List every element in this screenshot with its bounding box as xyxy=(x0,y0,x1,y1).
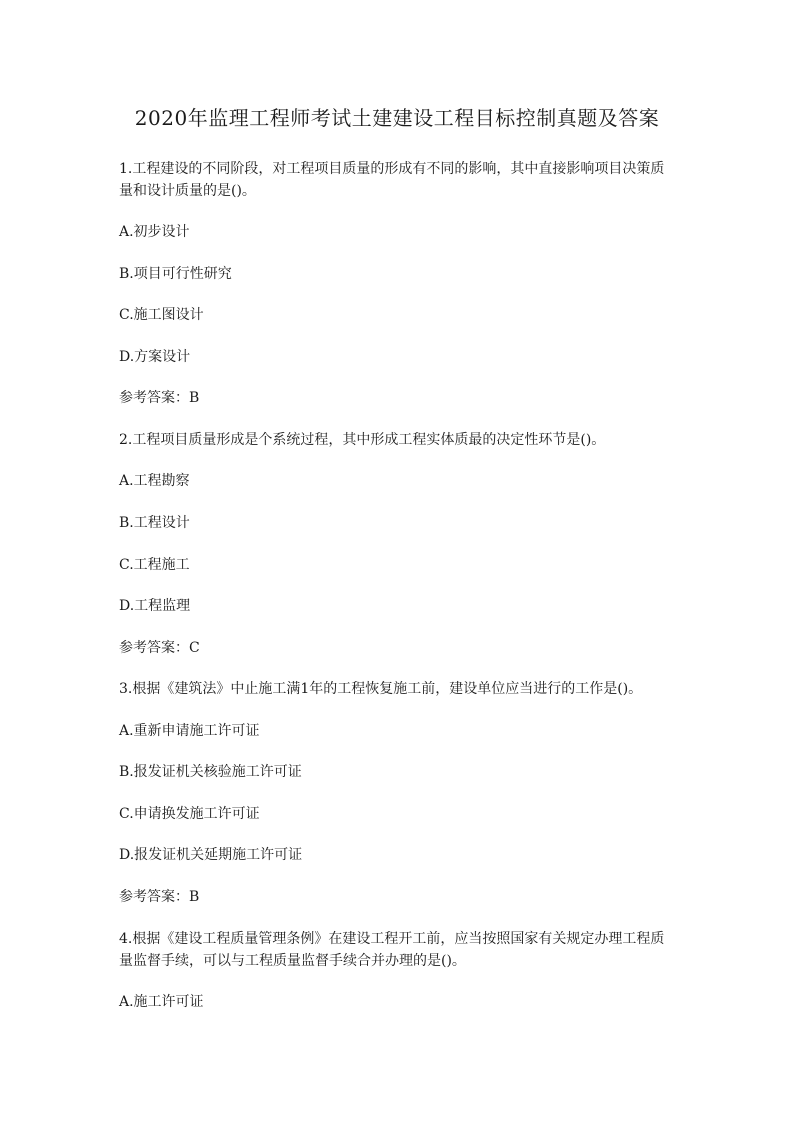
question-1-stem-line-2: 量和设计质量的是()。 xyxy=(119,183,256,199)
question-4-option-a: A.施工许可证 xyxy=(119,994,204,1010)
question-3-option-b: B.报发证机关核验施工许可证 xyxy=(119,764,302,780)
question-1-stem-line-1: 1.工程建设的不同阶段，对工程项目质量的形成有不同的影响，其中直接影响项目决策质 xyxy=(119,161,665,177)
question-3-answer: 参考答案：B xyxy=(119,889,200,905)
document-title: 2020年监理工程师考试土建建设工程目标控制真题及答案 xyxy=(134,106,660,130)
question-1-option-d: D.方案设计 xyxy=(119,349,191,365)
question-3-option-d: D.报发证机关延期施工许可证 xyxy=(119,847,303,863)
question-3-option-c: C.申请换发施工许可证 xyxy=(119,806,260,822)
question-4-stem-line-1: 4.根据《建设工程质量管理条例》在建设工程开工前，应当按照国家有关规定办理工程质 xyxy=(119,931,665,947)
question-2-option-d: D.工程监理 xyxy=(119,598,191,614)
question-4-stem-line-2: 量监督手续，可以与工程质量监督手续合并办理的是()。 xyxy=(119,953,466,969)
question-1-answer: 参考答案：B xyxy=(119,390,200,406)
question-1-option-c: C.施工图设计 xyxy=(119,307,204,323)
question-2-stem-line-1: 2.工程项目质量形成是个系统过程，其中形成工程实体质最的决定性环节是()。 xyxy=(119,432,606,448)
question-1-option-a: A.初步设计 xyxy=(119,224,190,240)
question-2-option-a: A.工程勘察 xyxy=(119,473,190,489)
question-1-option-b: B.项目可行性研究 xyxy=(119,266,232,282)
question-3-stem-line-1: 3.根据《建筑法》中止施工满1年的工程恢复施工前，建设单位应当进行的工作是()。 xyxy=(119,681,643,697)
question-2-option-c: C.工程施工 xyxy=(119,557,190,573)
question-3-option-a: A.重新申请施工许可证 xyxy=(119,723,260,739)
question-2-option-b: B.工程设计 xyxy=(119,515,190,531)
question-2-answer: 参考答案：C xyxy=(119,640,200,656)
